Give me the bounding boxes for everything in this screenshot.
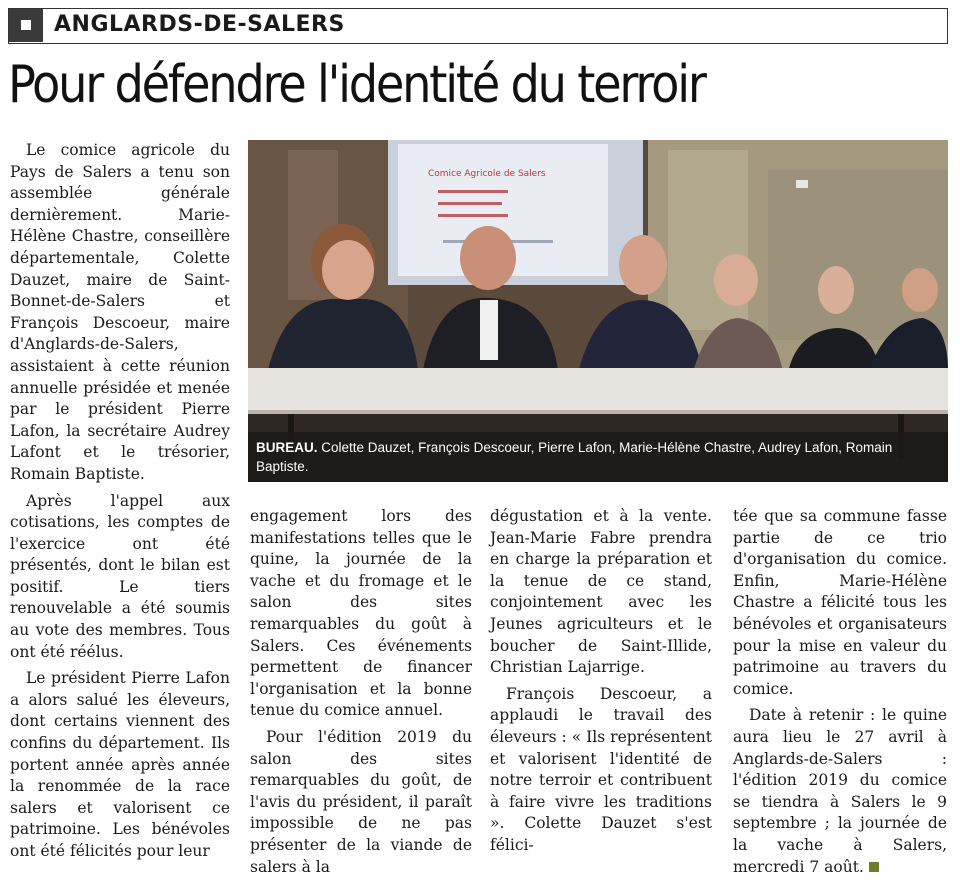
headline: Pour défendre l'identité du terroir <box>8 55 705 115</box>
article-column-4 <box>733 506 947 883</box>
meeting-photo-image <box>248 140 948 482</box>
paragraph: Pour l'édition 2019 du salon des sites remarquables du goût, de l'avis du président, il paraît impossible de ne pas présenter de la viande de salers à la <box>250 727 472 876</box>
paragraph: dégustation et à la vente. Jean-Marie Fabre prendra en charge la préparation et la tenue de ce stand, conjointement avec les Jeunes agriculteurs et le boucher de Saint-Illide, Christian Lajarrige. <box>490 507 712 677</box>
photo-caption <box>256 438 940 476</box>
paragraph: engagement lors des manifestations telles que le quine, la journée de la vache et du fromage et le salon des sites remarquables du goût à Salers. Ces événements permettent de financer l'organisation et la bonne tenue du comice annuel. <box>250 507 472 720</box>
article-column-3 <box>490 506 712 862</box>
caption-text: Colette Dauzet, François Descoeur, Pierre Lafon, Marie-Hélène Chastre, Audrey Lafon, Romain Baptiste. <box>256 440 893 474</box>
section-marker-icon <box>9 9 43 42</box>
paragraph: Le comice agricole du Pays de Salers a tenu son assemblée générale dernièrement. Marie-Hélène Chastre, conseillère départementale, Colette Dauzet, maire de Saint-Bonnet-de-Salers et François Descoeur, maire d'Anglards-de-Salers, assistaient à cette réunion annuelle présidée et menée par le président Pierre Lafon, la secrétaire Audrey Lafont et le trésorier, Romain Baptiste. <box>10 141 230 483</box>
end-of-article-icon <box>869 862 879 872</box>
paragraph-text: Date à retenir : le quine aura lieu le 27 avril à Anglards-de-Salers : l'édition 2019 du comice se tiendra à Salers le 9 septembre ; la journée de la vache à Salers, mercredi 7 août. <box>733 706 947 876</box>
section-header <box>8 8 948 44</box>
paragraph: François Descoeur, a applaudi le travail des éleveurs : « Ils représentent et valorisent l'identité de notre terroir et contribuent à faire vivre les traditions ». Colette Dauzet s'est félici- <box>490 684 712 854</box>
svg-text:Comice Agricole de Salers: Comice Agricole de Salers <box>428 169 546 179</box>
paragraph: tée que sa commune fasse partie de ce trio d'organisation du comice. Enfin, Marie-Hélène Chastre a félicité tous les bénévoles et organisateurs pour la mise en valeur du patrimoine au travers du comice. <box>733 507 947 698</box>
section-label: ANGLARDS-DE-SALERS <box>54 12 345 37</box>
caption-lead: BUREAU. <box>256 440 318 455</box>
article-column-2 <box>250 506 472 883</box>
article-photo <box>248 140 948 482</box>
paragraph <box>733 705 947 878</box>
article-column-1 <box>10 140 230 868</box>
paragraph: Après l'appel aux cotisations, les comptes de l'exercice ont été présentés, dont le bilan est positif. Le tiers renouvelable a été soumis au vote des membres. Tous ont été réélus. <box>10 491 230 661</box>
paragraph: Le président Pierre Lafon a alors salué les éleveurs, dont certains viennent des confins du département. Ils portent année après année la renommée de la race salers et valorisent ce patrimoine. Les bénévoles ont été félicités pour leur <box>10 669 230 860</box>
